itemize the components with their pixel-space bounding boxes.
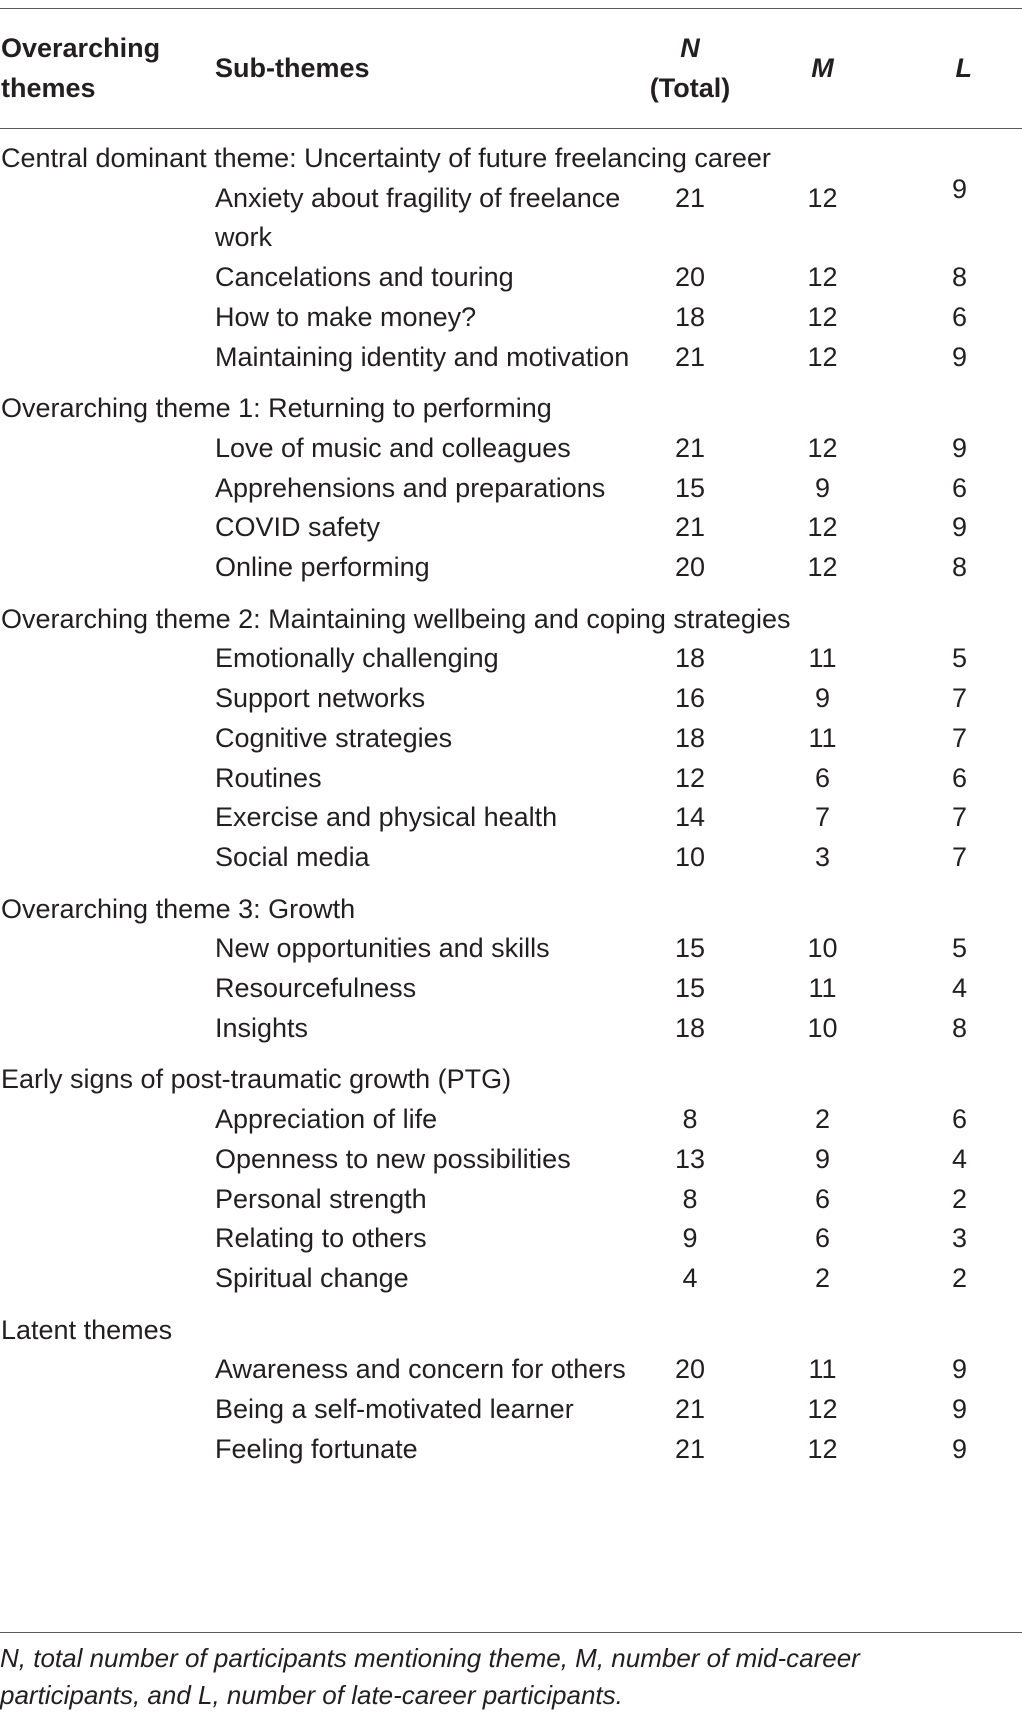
- theme-spacer-cell: [0, 1219, 210, 1259]
- theme-group-title: Early signs of post-traumatic growth (PTG): [1, 1064, 512, 1095]
- l-cell: 9: [951, 512, 967, 543]
- m-cell: 12: [807, 301, 838, 332]
- sub-theme-cell: Resourcefulness: [215, 973, 417, 1004]
- m-cell: 12: [807, 432, 838, 463]
- table-row: [0, 508, 1022, 548]
- sub-theme-cell: Social media: [215, 841, 370, 872]
- l-cell: 9: [951, 173, 967, 204]
- l-cell: 9: [951, 1433, 967, 1464]
- n-total-cell: 21: [674, 182, 706, 213]
- m-cell: 3: [814, 841, 831, 872]
- theme-spacer-cell: [0, 719, 210, 759]
- theme-group-title: Overarching theme 3: Growth: [1, 893, 356, 924]
- l-cell: 7: [951, 683, 967, 714]
- table-row: [0, 639, 1022, 679]
- m-cell: 10: [807, 933, 838, 964]
- table-row: [0, 1259, 1022, 1299]
- n-total-cell: 16: [674, 683, 706, 714]
- sub-theme-cell: Love of music and colleagues: [215, 432, 571, 463]
- header-m: M: [811, 53, 834, 83]
- table-row: [0, 179, 1022, 258]
- n-total-cell: 9: [682, 1223, 698, 1254]
- theme-group-row: [0, 127, 1022, 179]
- m-cell: 10: [807, 1012, 838, 1043]
- theme-spacer-cell: [0, 929, 210, 969]
- n-total-cell: 13: [674, 1143, 706, 1174]
- l-cell: 9: [951, 1394, 967, 1425]
- table-row: [0, 429, 1022, 469]
- theme-group-title: Latent themes: [1, 1314, 173, 1345]
- l-cell: 7: [951, 802, 967, 833]
- l-cell: 8: [951, 262, 967, 293]
- sub-theme-cell: Emotionally challenging: [215, 643, 499, 674]
- n-total-cell: 21: [674, 432, 706, 463]
- table-row: [0, 1140, 1022, 1180]
- sub-theme-cell: Feeling fortunate: [215, 1433, 418, 1464]
- sub-theme-cell: Cancelations and touring: [215, 262, 514, 293]
- n-total-cell: 15: [674, 472, 706, 503]
- n-total-cell: 18: [674, 301, 706, 332]
- theme-spacer-cell: [0, 759, 210, 799]
- theme-spacer-cell: [0, 639, 210, 679]
- table-row: [0, 929, 1022, 969]
- table-row: [0, 1390, 1022, 1430]
- table-row: [0, 759, 1022, 799]
- themes-table: [0, 9, 1022, 1470]
- table-row: [0, 1219, 1022, 1259]
- n-total-cell: 12: [674, 762, 706, 793]
- sub-theme-cell: Cognitive strategies: [215, 722, 453, 753]
- table-body: [0, 127, 1022, 1470]
- theme-spacer-cell: [0, 429, 210, 469]
- table-row: [0, 1430, 1022, 1470]
- header-sub-themes: Sub-themes: [215, 53, 370, 83]
- n-total-cell: 20: [674, 1354, 706, 1385]
- theme-spacer-cell: [0, 469, 210, 509]
- table-row: [0, 1350, 1022, 1390]
- n-total-cell: 18: [674, 643, 706, 674]
- sub-theme-cell: Openness to new possibilities: [215, 1143, 571, 1174]
- n-total-cell: 15: [674, 973, 706, 1004]
- n-total-cell: 15: [674, 933, 706, 964]
- n-total-cell: 8: [682, 1183, 698, 1214]
- m-cell: 11: [808, 643, 837, 674]
- table-row: [0, 1180, 1022, 1220]
- theme-spacer-cell: [0, 548, 210, 588]
- n-total-cell: 21: [674, 1394, 706, 1425]
- theme-spacer-cell: [0, 1350, 210, 1390]
- l-cell: 6: [951, 1104, 967, 1135]
- n-total-cell: 18: [674, 722, 706, 753]
- theme-spacer-cell: [0, 1009, 210, 1049]
- n-total-cell: 8: [682, 1104, 698, 1135]
- l-cell: 4: [951, 973, 967, 1004]
- m-cell: 12: [807, 341, 838, 372]
- l-cell: 9: [951, 1354, 967, 1385]
- l-cell: 4: [951, 1143, 967, 1174]
- table-row: [0, 679, 1022, 719]
- n-total-cell: 4: [682, 1262, 698, 1293]
- theme-spacer-cell: [0, 679, 210, 719]
- m-cell: 6: [814, 1183, 831, 1214]
- l-cell: 9: [951, 432, 967, 463]
- theme-group-row: [0, 377, 1022, 429]
- m-cell: 2: [814, 1262, 831, 1293]
- sub-theme-cell: Online performing: [215, 552, 430, 583]
- table-row: [0, 1009, 1022, 1049]
- theme-spacer-cell: [0, 1140, 210, 1180]
- m-cell: 6: [814, 762, 831, 793]
- header-overarching-themes: Overarching themes: [1, 33, 161, 103]
- n-total-cell: 10: [674, 841, 706, 872]
- l-cell: 3: [951, 1223, 967, 1254]
- l-cell: 7: [951, 841, 967, 872]
- l-cell: 5: [951, 643, 967, 674]
- theme-group-row: [0, 1048, 1022, 1100]
- sub-theme-cell: Support networks: [215, 683, 426, 714]
- m-cell: 9: [814, 1143, 831, 1174]
- n-total-cell: 21: [674, 1433, 706, 1464]
- sub-theme-cell: Insights: [215, 1012, 309, 1043]
- theme-spacer-cell: [0, 838, 210, 878]
- table-row: [0, 548, 1022, 588]
- sub-theme-cell: How to make money?: [215, 301, 477, 332]
- theme-spacer-cell: [0, 179, 210, 258]
- l-cell: 6: [951, 472, 967, 503]
- table-row: [0, 969, 1022, 1009]
- theme-spacer-cell: [0, 338, 210, 378]
- sub-theme-cell: Routines: [215, 762, 322, 793]
- m-cell: 11: [808, 973, 837, 1004]
- theme-spacer-cell: [0, 1180, 210, 1220]
- l-cell: 6: [951, 301, 967, 332]
- l-cell: 8: [951, 552, 967, 583]
- bottom-rule: [0, 1632, 1022, 1633]
- theme-spacer-cell: [0, 969, 210, 1009]
- sub-theme-cell: Relating to others: [215, 1223, 427, 1254]
- sub-theme-cell: Spiritual change: [215, 1262, 409, 1293]
- sub-theme-cell: Personal strength: [215, 1183, 427, 1214]
- l-cell: 5: [951, 933, 967, 964]
- m-cell: 12: [807, 552, 838, 583]
- n-total-cell: 20: [674, 552, 706, 583]
- m-cell: 7: [814, 802, 831, 833]
- theme-spacer-cell: [0, 1100, 210, 1140]
- m-cell: 9: [814, 683, 831, 714]
- m-cell: 12: [807, 1394, 838, 1425]
- l-cell: 6: [951, 762, 967, 793]
- sub-theme-cell: Maintaining identity and motivation: [215, 341, 630, 372]
- m-cell: 12: [807, 262, 838, 293]
- table-footnote: N, total number of participants mentioning theme, M, number of mid-career participants, and L, number of late-career participants.: [0, 1643, 860, 1710]
- table-row: [0, 838, 1022, 878]
- theme-spacer-cell: [0, 508, 210, 548]
- n-total-cell: 21: [674, 512, 706, 543]
- m-cell: 12: [807, 512, 838, 543]
- l-cell: 2: [951, 1183, 967, 1214]
- table-row: [0, 798, 1022, 838]
- m-cell: 11: [808, 1354, 837, 1385]
- l-cell: 9: [951, 341, 967, 372]
- theme-spacer-cell: [0, 1259, 210, 1299]
- l-cell: 2: [951, 1262, 967, 1293]
- m-cell: 12: [807, 1433, 838, 1464]
- n-total-cell: 21: [674, 341, 706, 372]
- theme-group-title: Overarching theme 1: Returning to performing: [1, 393, 552, 424]
- sub-theme-cell: Apprehensions and preparations: [215, 472, 606, 503]
- sub-theme-cell: Exercise and physical health: [215, 802, 558, 833]
- n-total-cell: 14: [674, 802, 706, 833]
- theme-group-row: [0, 588, 1022, 640]
- l-cell: 7: [951, 722, 967, 753]
- theme-group-title: Central dominant theme: Uncertainty of future freelancing career: [1, 143, 771, 173]
- theme-spacer-cell: [0, 258, 210, 298]
- theme-group-title: Overarching theme 2: Maintaining wellbeing and coping strategies: [1, 603, 791, 634]
- sub-theme-cell: Being a self-motivated learner: [215, 1394, 574, 1425]
- sub-theme-cell: Anxiety about fragility of freelance work: [215, 182, 621, 253]
- theme-spacer-cell: [0, 1390, 210, 1430]
- theme-spacer-cell: [0, 798, 210, 838]
- table-row: [0, 469, 1022, 509]
- theme-spacer-cell: [0, 1430, 210, 1470]
- theme-spacer-cell: [0, 298, 210, 338]
- m-cell: 2: [814, 1104, 831, 1135]
- sub-theme-cell: COVID safety: [215, 512, 381, 543]
- table-row: [0, 338, 1022, 378]
- sub-theme-cell: New opportunities and skills: [215, 933, 550, 964]
- table-row: [0, 719, 1022, 759]
- sub-theme-cell: Awareness and concern for others: [215, 1354, 626, 1385]
- m-cell: 11: [808, 722, 837, 753]
- header-l: L: [955, 53, 972, 83]
- sub-theme-cell: Appreciation of life: [215, 1104, 438, 1135]
- n-total-cell: 18: [674, 1012, 706, 1043]
- theme-group-row: [0, 1299, 1022, 1351]
- theme-group-row: [0, 878, 1022, 930]
- m-cell: 6: [814, 1223, 831, 1254]
- m-cell: 9: [814, 472, 831, 503]
- table-header: [0, 9, 1022, 127]
- header-n-total: N (Total): [649, 33, 731, 103]
- l-cell: 8: [951, 1012, 967, 1043]
- m-cell: 12: [807, 182, 838, 213]
- table-row: [0, 298, 1022, 338]
- table-row: [0, 258, 1022, 298]
- table-row: [0, 1100, 1022, 1140]
- n-total-cell: 20: [674, 262, 706, 293]
